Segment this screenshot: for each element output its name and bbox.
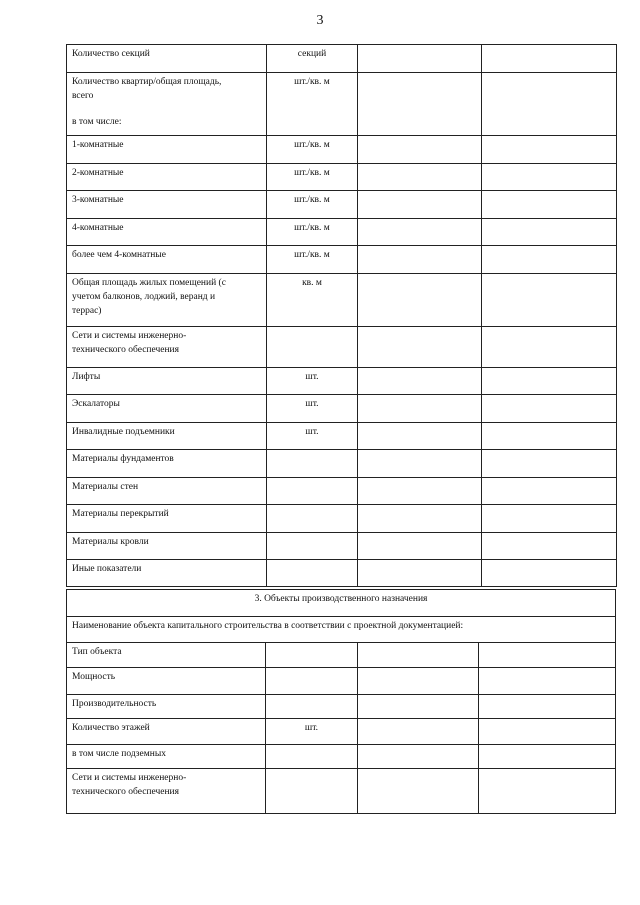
unit-cell: секций	[267, 45, 358, 73]
indicator-label	[67, 274, 267, 327]
project-value-cell[interactable]	[358, 246, 482, 274]
indicator-label-line: Количество этажей	[72, 723, 150, 733]
unit-cell: шт./кв. м	[267, 73, 358, 136]
table-row	[67, 164, 617, 191]
project-value-cell[interactable]	[358, 164, 482, 191]
indicator-label-line: учетом балконов, лоджий, веранд и	[72, 292, 216, 302]
indicator-label-line: Материалы кровли	[72, 537, 149, 547]
object-name-label: Наименование объекта капитального строительства в соответствии с проектной документацией:	[67, 617, 616, 643]
actual-value-cell[interactable]	[482, 274, 617, 327]
unit-cell: шт./кв. м	[267, 246, 358, 274]
table-row	[67, 45, 617, 73]
project-value-cell[interactable]	[358, 45, 482, 73]
actual-value-cell[interactable]	[479, 643, 616, 668]
actual-value-cell[interactable]	[482, 246, 617, 274]
actual-value-cell[interactable]	[482, 478, 617, 505]
indicator-label	[67, 505, 267, 533]
project-value-cell[interactable]	[358, 769, 479, 814]
indicator-label-line: Сети и системы инженерно-	[72, 331, 187, 341]
unit-cell: шт.	[267, 395, 358, 423]
unit-cell	[267, 505, 358, 533]
table-row	[67, 219, 617, 246]
actual-value-cell[interactable]	[479, 745, 616, 769]
project-value-cell[interactable]	[358, 478, 482, 505]
section-title-row	[67, 590, 616, 617]
table-row	[67, 73, 617, 136]
unit-cell: шт.	[266, 719, 358, 745]
indicator-label-line: более чем 4-комнатные	[72, 250, 166, 260]
indicator-label	[67, 695, 266, 719]
unit-cell: шт./кв. м	[267, 164, 358, 191]
unit-cell	[266, 668, 358, 695]
actual-value-cell[interactable]	[482, 219, 617, 246]
table-row	[67, 643, 616, 668]
indicator-label	[67, 668, 266, 695]
actual-value-cell[interactable]	[482, 533, 617, 560]
actual-value-cell[interactable]	[482, 395, 617, 423]
indicator-label-line: технического обеспечения	[72, 787, 180, 797]
table-row	[67, 505, 617, 533]
actual-value-cell[interactable]	[482, 73, 617, 136]
indicator-label	[67, 164, 267, 191]
table-row	[67, 395, 617, 423]
actual-value-cell[interactable]	[482, 164, 617, 191]
unit-cell: шт./кв. м	[267, 191, 358, 219]
indicator-label	[67, 643, 266, 668]
unit-cell	[266, 769, 358, 814]
residential-indicators-table	[66, 44, 617, 587]
table-row	[67, 423, 617, 450]
indicator-sub-label: в том числе:	[72, 117, 122, 127]
project-value-cell[interactable]	[358, 136, 482, 164]
indicator-label	[67, 136, 267, 164]
project-value-cell[interactable]	[358, 505, 482, 533]
actual-value-cell[interactable]	[482, 327, 617, 368]
actual-value-cell[interactable]	[482, 45, 617, 73]
table-row	[67, 695, 616, 719]
table-row	[67, 533, 617, 560]
indicator-label-line: в том числе подземных	[72, 749, 166, 759]
page-number: 3	[316, 13, 324, 28]
unit-cell	[267, 327, 358, 368]
table-row	[67, 368, 617, 395]
indicator-label	[67, 719, 266, 745]
indicator-label-line: Материалы фундаментов	[72, 454, 174, 464]
actual-value-cell[interactable]	[482, 505, 617, 533]
project-value-cell[interactable]	[358, 533, 482, 560]
unit-cell: шт./кв. м	[267, 136, 358, 164]
table-row	[67, 136, 617, 164]
indicator-label-line: Эскалаторы	[72, 399, 120, 409]
indicator-label	[67, 478, 267, 505]
actual-value-cell[interactable]	[482, 368, 617, 395]
project-value-cell[interactable]	[358, 73, 482, 136]
indicator-label-line: 1-комнатные	[72, 140, 124, 150]
project-value-cell[interactable]	[358, 450, 482, 478]
project-value-cell[interactable]	[358, 719, 479, 745]
table-row	[67, 769, 616, 814]
indicator-label	[67, 368, 267, 395]
project-value-cell[interactable]	[358, 643, 479, 668]
object-name-row	[67, 617, 616, 643]
indicator-label	[67, 73, 267, 136]
indicator-label-line: 4-комнатные	[72, 223, 124, 233]
indicator-label-line: Иные показатели	[72, 564, 142, 574]
unit-cell	[267, 478, 358, 505]
indicator-label	[67, 327, 267, 368]
table-row	[67, 560, 617, 587]
project-value-cell[interactable]	[358, 745, 479, 769]
table-row	[67, 745, 616, 769]
unit-cell	[266, 643, 358, 668]
project-value-cell[interactable]	[358, 368, 482, 395]
project-value-cell[interactable]	[358, 423, 482, 450]
indicator-label-line: террас)	[72, 306, 102, 316]
industrial-objects-table	[66, 589, 616, 814]
actual-value-cell[interactable]	[482, 560, 617, 587]
indicator-label	[67, 450, 267, 478]
unit-cell: кв. м	[267, 274, 358, 327]
table-row	[67, 191, 617, 219]
unit-cell	[267, 560, 358, 587]
indicator-label-line: Инвалидные подъемники	[72, 427, 175, 437]
indicator-label	[67, 560, 267, 587]
unit-cell	[266, 695, 358, 719]
indicator-label-line: Общая площадь жилых помещений (с	[72, 278, 226, 288]
project-value-cell[interactable]	[358, 327, 482, 368]
table-row	[67, 246, 617, 274]
indicator-label	[67, 45, 267, 73]
unit-cell: шт.	[267, 368, 358, 395]
table-row	[67, 668, 616, 695]
project-value-cell[interactable]	[358, 695, 479, 719]
indicator-label-line: Количество секций	[72, 49, 150, 59]
indicator-label-line: Тип объекта	[72, 647, 122, 657]
actual-value-cell[interactable]	[479, 719, 616, 745]
indicator-label	[67, 533, 267, 560]
table-row	[67, 478, 617, 505]
indicator-label-line: Мощность	[72, 672, 116, 682]
indicator-label	[67, 219, 267, 246]
unit-cell: шт.	[267, 423, 358, 450]
unit-cell	[267, 533, 358, 560]
table-row	[67, 274, 617, 327]
table-row	[67, 719, 616, 745]
project-value-cell[interactable]	[358, 395, 482, 423]
indicator-label	[67, 246, 267, 274]
actual-value-cell[interactable]	[482, 423, 617, 450]
unit-cell: шт./кв. м	[267, 219, 358, 246]
actual-value-cell[interactable]	[482, 450, 617, 478]
indicator-label-line: всего	[72, 91, 94, 101]
actual-value-cell[interactable]	[479, 695, 616, 719]
indicator-label-line: Лифты	[72, 372, 101, 382]
actual-value-cell[interactable]	[482, 136, 617, 164]
indicator-label	[67, 191, 267, 219]
indicator-label-line: Количество квартир/общая площадь,	[72, 77, 222, 87]
actual-value-cell[interactable]	[482, 191, 617, 219]
unit-cell	[266, 745, 358, 769]
project-value-cell[interactable]	[358, 191, 482, 219]
table-row	[67, 327, 617, 368]
indicator-label	[67, 769, 266, 814]
table-row	[67, 450, 617, 478]
indicator-label-line: Материалы перекрытий	[72, 509, 169, 519]
actual-value-cell[interactable]	[479, 668, 616, 695]
section-title: 3. Объекты производственного назначения	[67, 590, 616, 617]
project-value-cell[interactable]	[358, 668, 479, 695]
indicator-label-line: Производительность	[72, 699, 157, 709]
project-value-cell[interactable]	[358, 560, 482, 587]
unit-cell	[267, 450, 358, 478]
indicator-label-line: технического обеспечения	[72, 345, 180, 355]
indicator-label-line: 3-комнатные	[72, 195, 124, 205]
project-value-cell[interactable]	[358, 219, 482, 246]
indicator-label	[67, 423, 267, 450]
actual-value-cell[interactable]	[479, 769, 616, 814]
indicator-label-line: 2-комнатные	[72, 168, 124, 178]
indicator-label-line: Сети и системы инженерно-	[72, 773, 187, 783]
indicator-label-line: Материалы стен	[72, 482, 139, 492]
project-value-cell[interactable]	[358, 274, 482, 327]
indicator-label	[67, 745, 266, 769]
indicator-label	[67, 395, 267, 423]
